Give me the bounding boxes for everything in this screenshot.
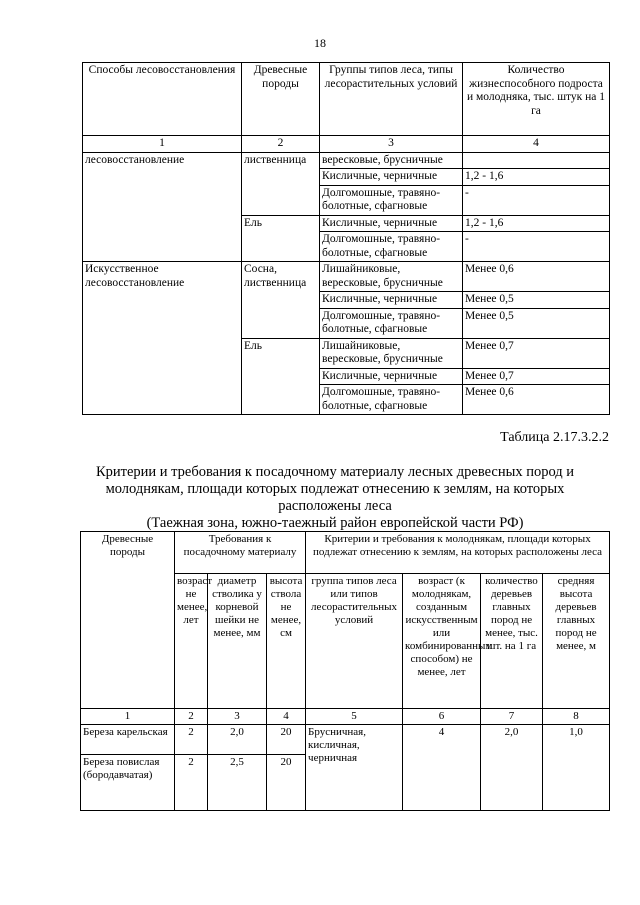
t1-cell-forest: Долгомошные, травяно-болотные, сфагновые: [320, 232, 463, 262]
t1-cell-forest: вересковые, брусничные: [320, 152, 463, 169]
t1-cell-qty: Менее 0,5: [463, 292, 610, 309]
t1-cell-qty: Менее 0,7: [463, 368, 610, 385]
t1-colnum: 3: [320, 136, 463, 153]
t2-colnum: 6: [403, 709, 481, 725]
t1-cell-forest: Кисличные, черничные: [320, 215, 463, 232]
t2-header-planting: Требования к посадочному материалу: [175, 532, 306, 574]
t1-cell-forest: Лишайниковые, вересковые, брусничные: [320, 262, 463, 292]
t1-colnum: 1: [83, 136, 242, 153]
t2-cell-avg-height: 1,0: [543, 725, 610, 811]
table-subtitle: (Таежная зона, южно-таежный район европейской части РФ): [146, 515, 524, 531]
t1-cell-qty: Менее 0,7: [463, 338, 610, 368]
t1-cell-forest: Долгомошные, травяно-болотные, сфагновые: [320, 185, 463, 215]
table-title: [70, 464, 600, 532]
t2-sub-diameter: диаметр стволика у корневой шейки не менее, мм: [208, 574, 267, 709]
table-label: Таблица 2.17.3.2.2: [500, 430, 609, 445]
t2-colnum: 2: [175, 709, 208, 725]
t2-cell-age: 2: [175, 755, 208, 811]
t1-cell-qty: Менее 0,6: [463, 385, 610, 415]
t2-cell-count: 2,0: [481, 725, 543, 811]
t2-sub-forest: группа типов леса или типов лесорастительных условий: [306, 574, 403, 709]
t1-cell-forest: Долгомошные, травяно-болотные, сфагновые: [320, 308, 463, 338]
t2-cell-diameter: 2,0: [208, 725, 267, 755]
table-row: [81, 725, 610, 755]
t2-cell-diameter: 2,5: [208, 755, 267, 811]
table-row: [83, 262, 610, 292]
t1-cell-qty: Менее 0,5: [463, 308, 610, 338]
t2-sub-height: высота ствола не менее, см: [267, 574, 306, 709]
t2-colnum: 8: [543, 709, 610, 725]
t1-colnum: 2: [242, 136, 320, 153]
t2-sub-count: количество деревьев главных пород не менее, тыс. шт. на 1 га: [481, 574, 543, 709]
t2-colnum: 5: [306, 709, 403, 725]
t1-cell-species: лиственница: [242, 152, 320, 215]
t2-cell-forest: Брусничная, кисличная, черничная: [306, 725, 403, 811]
t2-colnum: 3: [208, 709, 267, 725]
table-title-text: Критерии и требования к посадочному материалу лесных древесных пород и молоднякам, площади которых подлежат отнесению к землям, на которых расположены леса: [95, 464, 575, 514]
t1-cell-qty: -: [463, 232, 610, 262]
t1-header-method: Способы лесовосстановления: [83, 63, 242, 136]
t1-cell-qty: [463, 152, 610, 169]
t1-cell-forest: Кисличные, черничные: [320, 292, 463, 309]
t1-cell-qty: -: [463, 185, 610, 215]
planting-criteria-table: [80, 531, 610, 811]
t2-header-species: Древесные породы: [81, 532, 175, 709]
t2-cell-species: Береза карельская: [81, 725, 175, 755]
t2-colnum: 1: [81, 709, 175, 725]
t1-cell-forest: Кисличные, черничные: [320, 169, 463, 186]
t1-cell-forest: Лишайниковые, вересковые, брусничные: [320, 338, 463, 368]
t1-cell-species: Ель: [242, 338, 320, 415]
t1-cell-qty: Менее 0,6: [463, 262, 610, 292]
t1-cell-method: лесовосстановление: [83, 152, 242, 262]
t1-header-quantity: Количество жизнеспособного подроста и молодняка, тыс. штук на 1 га: [463, 63, 610, 136]
t2-sub-avg-height: средняя высота деревьев главных пород не менее, м: [543, 574, 610, 709]
t1-header-forest: Группы типов леса, типы лесорастительных условий: [320, 63, 463, 136]
table-row: [83, 152, 610, 169]
page-number: 18: [314, 36, 326, 50]
forest-restoration-table: [82, 62, 610, 415]
t1-cell-species: Ель: [242, 215, 320, 262]
t1-cell-forest: Долгомошные, травяно-болотные, сфагновые: [320, 385, 463, 415]
t2-cell-age: 2: [175, 725, 208, 755]
t1-cell-forest: Кисличные, черничные: [320, 368, 463, 385]
t2-colnum: 4: [267, 709, 306, 725]
t1-cell-method: Искусственное лесовосстановление: [83, 262, 242, 415]
t2-header-young: Критерии и требования к молоднякам, площади которых подлежат отнесению к землям, на которых расположены леса: [306, 532, 610, 574]
t2-sub-age: возраст не менее, лет: [175, 574, 208, 709]
t2-cell-height: 20: [267, 725, 306, 755]
t1-header-species: Древесные породы: [242, 63, 320, 136]
t2-cell-height: 20: [267, 755, 306, 811]
t2-colnum: 7: [481, 709, 543, 725]
t1-cell-qty: 1,2 - 1,6: [463, 169, 610, 186]
t1-cell-species: Сосна, лиственница: [242, 262, 320, 339]
t1-colnum: 4: [463, 136, 610, 153]
t2-cell-young-age: 4: [403, 725, 481, 811]
t2-cell-species: Береза повислая (бородавчатая): [81, 755, 175, 811]
t1-cell-qty: 1,2 - 1,6: [463, 215, 610, 232]
t2-sub-young-age: возраст (к молоднякам, созданным искусственным или комбинированным способом) не менее, лет: [403, 574, 481, 709]
